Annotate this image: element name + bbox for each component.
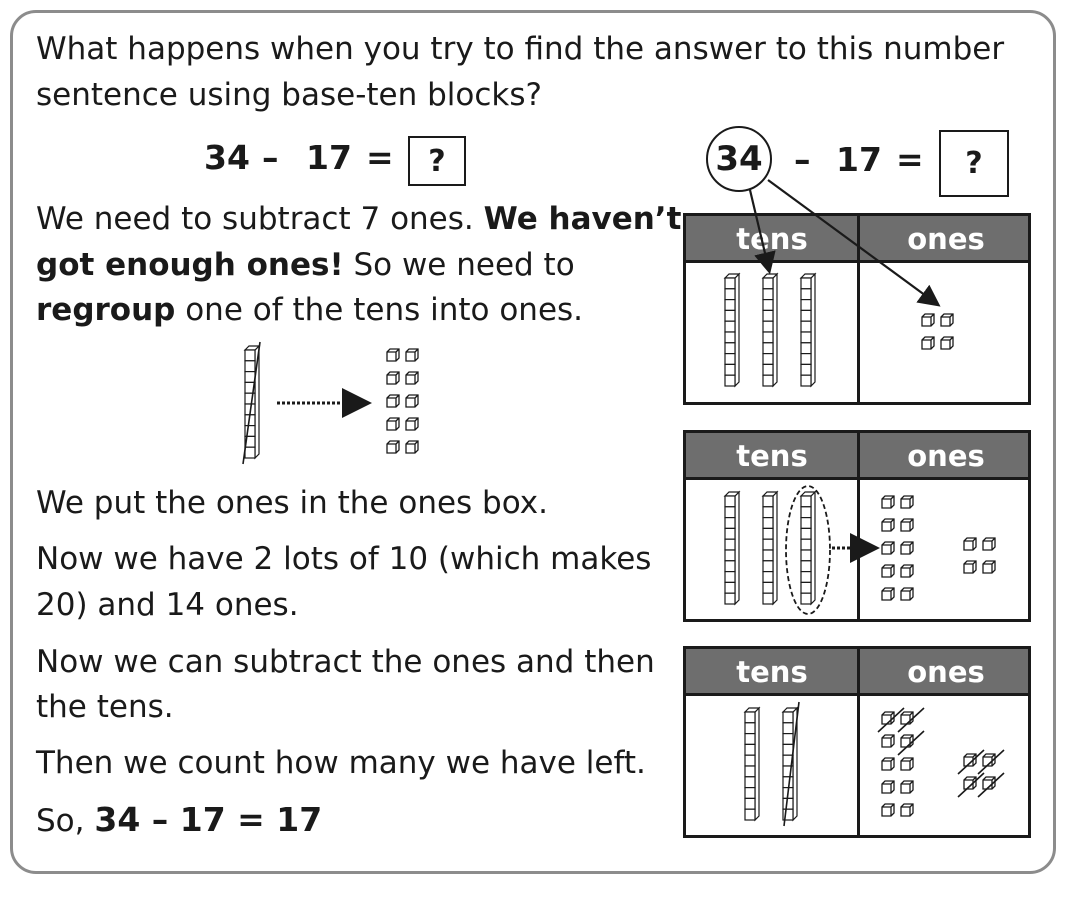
table-1-ones-cube-3 bbox=[922, 337, 934, 349]
step-lots-line-2: 20) and 14 ones. bbox=[36, 587, 299, 623]
tens-arrow bbox=[750, 190, 769, 270]
circled-34: 34 bbox=[706, 126, 772, 192]
regroup-ones-cube-6 bbox=[406, 395, 418, 407]
equation-right-minus: – bbox=[794, 140, 811, 179]
regroup-ones-cube-5 bbox=[387, 395, 399, 407]
explanation-text-2: So we need to bbox=[343, 247, 575, 283]
regroup-ones-cube-8 bbox=[406, 418, 418, 430]
explanation-bold-3: regroup bbox=[36, 292, 176, 328]
equation-left-b: 17 bbox=[306, 138, 352, 177]
regroup-ones-cube-2 bbox=[406, 349, 418, 361]
intro-line-1: What happens when you try to find the answer to this number bbox=[36, 31, 1005, 67]
table-3-regrouped-ones-cube-4 bbox=[901, 735, 913, 747]
step-subtract-line-1: Now we can subtract the ones and then bbox=[36, 644, 655, 680]
regroup-ones-cube-7 bbox=[387, 418, 399, 430]
regroup-ones-cube-10 bbox=[406, 441, 418, 453]
table-1-ones-cube-1 bbox=[922, 314, 934, 326]
table-3-ones-label: ones bbox=[907, 655, 985, 689]
equation-left-equals: = bbox=[366, 138, 394, 177]
table-3-regrouped-ones-cube-5 bbox=[882, 758, 894, 770]
conclusion-equation: 34 – 17 = 17 bbox=[94, 800, 323, 839]
table-2-regrouped-ones-cube-8 bbox=[901, 565, 913, 577]
table-1-ones-cube-2 bbox=[941, 314, 953, 326]
table-2-regrouped-ones-cube-1 bbox=[882, 496, 894, 508]
table-1-ones-label: ones bbox=[907, 222, 985, 256]
table-1-ten-rod-2 bbox=[763, 274, 777, 386]
regroup-ones-cube-3 bbox=[387, 372, 399, 384]
explanation-text-3: one of the tens into ones. bbox=[175, 292, 584, 328]
table-2-regrouped-ones-cube-2 bbox=[901, 496, 913, 508]
table-2-ten-rod-3 bbox=[801, 492, 815, 604]
table-1-tens-label: tens bbox=[736, 222, 808, 256]
table-1-ones-cube-4 bbox=[941, 337, 953, 349]
table-2-original-ones-cube-2 bbox=[983, 538, 995, 550]
table-2-original-ones-cube-1 bbox=[964, 538, 976, 550]
table-2-regrouped-ones-cube-5 bbox=[882, 542, 894, 554]
table-2-regrouped-ones-cube-9 bbox=[882, 588, 894, 600]
equation-right-b: 17 bbox=[836, 140, 882, 179]
table-3-regrouped-ones-cube-10 bbox=[901, 804, 913, 816]
conclusion-prefix: So, bbox=[36, 803, 95, 839]
table-3-ten-rod-2 bbox=[783, 708, 797, 820]
table-2-regrouped-ones-cube-7 bbox=[882, 565, 894, 577]
table-1-ten-rod-3 bbox=[801, 274, 815, 386]
answer-box-right: ? bbox=[939, 130, 1009, 197]
table-3-tens-label: tens bbox=[736, 655, 808, 689]
table-2-regrouped-ones-cube-10 bbox=[901, 588, 913, 600]
table-3-regrouped-ones-cube-2 bbox=[901, 712, 913, 724]
table-2-regrouped-ones-cube-4 bbox=[901, 519, 913, 531]
ones-arrow bbox=[768, 180, 937, 304]
intro-line-2: sentence using base-ten blocks? bbox=[36, 77, 542, 113]
regroup-ones-cube-1 bbox=[387, 349, 399, 361]
table-2-regrouped-ones-cube-3 bbox=[882, 519, 894, 531]
table-3-ten-rod-1 bbox=[745, 708, 759, 820]
answer-box-left: ? bbox=[408, 136, 466, 186]
regroup-ones-cube-4 bbox=[406, 372, 418, 384]
equation-left-minus: – bbox=[262, 138, 279, 177]
table-2-original-ones-cube-4 bbox=[983, 561, 995, 573]
explanation-bold-2: got enough ones! bbox=[36, 247, 344, 283]
table-3-regrouped-ones-cube-8 bbox=[901, 781, 913, 793]
table-2-ten-rod-1 bbox=[725, 492, 739, 604]
table-3-regrouped-ones-cube-3 bbox=[882, 735, 894, 747]
explanation-bold-1: We haven’t bbox=[483, 201, 682, 237]
table-3-regrouped-ones-cube-6 bbox=[901, 758, 913, 770]
table-2-original-ones-cube-3 bbox=[964, 561, 976, 573]
table-1-ten-rod-1 bbox=[725, 274, 739, 386]
step-ones-box: We put the ones in the ones box. bbox=[36, 485, 548, 521]
table-2-tens-label: tens bbox=[736, 439, 808, 473]
table-2-ten-rod-2 bbox=[763, 492, 777, 604]
equation-right-equals: = bbox=[896, 140, 924, 179]
equation-left-a: 34 bbox=[204, 138, 250, 177]
table-2-regrouped-ones-cube-6 bbox=[901, 542, 913, 554]
step-count: Then we count how many we have left. bbox=[36, 745, 646, 781]
regroup-ones-cube-9 bbox=[387, 441, 399, 453]
table-2-ones-label: ones bbox=[907, 439, 985, 473]
step-subtract-line-2: the tens. bbox=[36, 689, 174, 725]
table-3-regrouped-ones-cube-9 bbox=[882, 804, 894, 816]
step-lots-line-1: Now we have 2 lots of 10 (which makes bbox=[36, 541, 652, 577]
table-3-regrouped-ones-cube-7 bbox=[882, 781, 894, 793]
explanation-text-1: We need to subtract 7 ones. bbox=[36, 201, 484, 237]
